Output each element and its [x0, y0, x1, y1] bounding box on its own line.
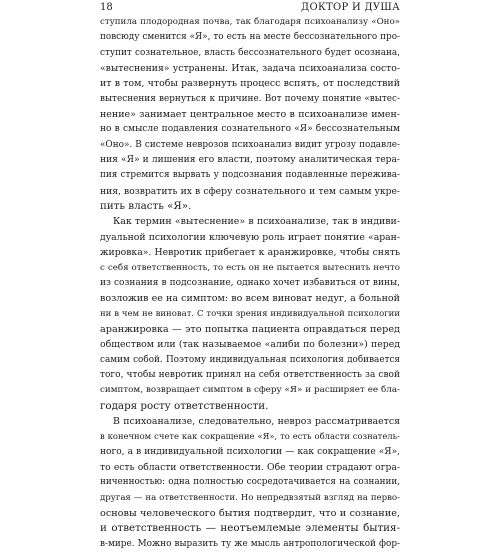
text-line: ния, возвратить их в сферу сознательного и тем самым укре- [100, 185, 400, 197]
body-text [100, 15, 400, 552]
text-line: «Оно». В системе неврозов психоанализ видит угрозу подавле- [100, 139, 400, 150]
text-line: пить власть «Я». [100, 200, 192, 213]
paragraph-1 [100, 15, 400, 214]
text-line: ниченностью: одна полностью сосредотачивается на сознании, [100, 477, 400, 488]
text-line: «вытеснения» устранены. Итак, задача психоанализа состо- [100, 63, 400, 75]
text-line: самим собой. Поэтому индивидуальная психология добивается [100, 354, 400, 365]
paragraph-2 [100, 214, 400, 413]
text-line: ступит сознательное, власть бессознательного будет осознана, [100, 47, 400, 58]
text-line: обществом или (так называемое «алиби по болезни») перед [100, 339, 400, 351]
text-line: вытеснения вернуться к причине. Вот почему понятие «вытес- [100, 93, 400, 104]
text-line: ит в том, чтобы развернуть процесс вспять, от последствий [100, 78, 400, 90]
text-line: в конечном счете как сокращение «Я», то есть области сознатель- [100, 431, 400, 442]
text-line: жировка». Невротик прибегает к аранжировке, чтобы снять [100, 247, 400, 259]
paragraph-3 [100, 414, 400, 552]
text-line: нение» занимает центральное место в психоанализе имен- [100, 109, 400, 121]
running-title: ДОКТОР И ДУША [301, 2, 400, 13]
text-line: с себя ответственность, то есть он не пытается вытеснить нечто [100, 262, 400, 273]
text-line: и ответственность — неотъемлемые элементы бытия- [100, 522, 400, 535]
text-line: из сознания в подсознание, однако хочет избавиться от вины, [100, 277, 400, 288]
text-line: то есть области ответственности. Обе теории страдают огра- [100, 461, 400, 473]
text-line: ния «Я» и лишения его власти, поэтому аналитическая тера- [100, 155, 400, 166]
text-line: Как термин «вытеснение» в психоанализе, так в индиви- [113, 216, 400, 228]
text-line: годаря росту ответственности. [100, 399, 269, 412]
text-line: возложив ее на симптом: во всем виноват недуг, а больной [100, 293, 400, 305]
text-line: ного, а в индивидуальной психологии — как сокращение «Я», [100, 446, 400, 457]
text-line: ступила плодородная почва, так благодаря психоанализу «Оно» [100, 17, 400, 27]
text-line: в-мире. Можно выразить ту же мысль антропологической фор- [100, 538, 400, 549]
text-line: другая — на ответственности. Но непредвзятый взгляд на перво- [100, 492, 400, 503]
text-line: симптом, возвращает симптом в сферу «Я» и расширяет ее бла- [100, 385, 400, 396]
text-line: пия стремится вырвать у подсознания подавленные пережива- [100, 170, 400, 181]
text-line: В психоанализе, следовательно, невроз рассматривается [113, 415, 400, 427]
text-line: повсюду сменится «Я», то есть на месте бессознательного про- [100, 32, 400, 43]
text-line: дуальной психологии ключевую роль играет понятие «аран- [100, 231, 400, 243]
text-line: но в смысле подавления сознательного «Я» бессознательным [100, 124, 400, 135]
running-head [100, 0, 400, 15]
text-line: аранжировка — это попытка пациента оправдаться перед [100, 323, 400, 335]
text-line: основы человеческого бытия подтвердит, что и сознание, [100, 508, 400, 519]
text-line: ни в чем не виноват. С точки зрения индивидуальной психологии [100, 308, 400, 319]
page-number: 18 [100, 2, 113, 13]
text-line: того, чтобы невротик принял на себя ответственность за свой [100, 369, 400, 380]
